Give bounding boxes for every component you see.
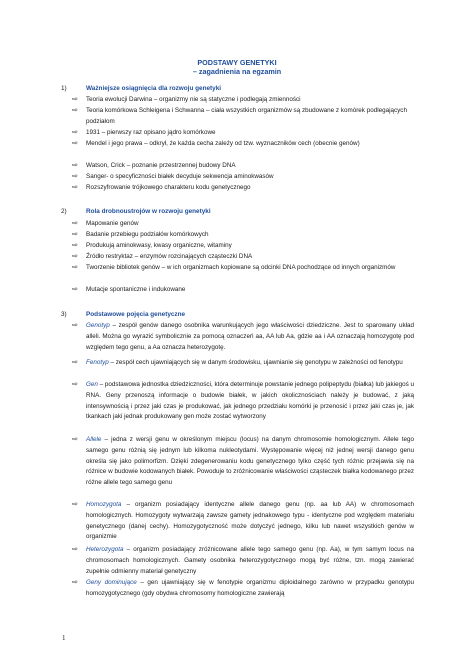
section-number: 2) [61,208,67,215]
arrow-icon: ⇨ [72,264,78,271]
document-title: PODSTAWY GENETYKI [197,58,277,67]
list-item: ⇨ Mendel i jego prawa – odkrył, że każda cecha zależy od tzw. wyznaczników cech (obecnie genów) [72,139,414,150]
arrow-icon: ⇨ [72,129,78,136]
definition-item: ⇨ Gen – podstawowa jednostka dziedziczności, która determinuje powstanie jednego polipeptydu (białka) lub jakiegoś u RNA. Geny przenoszą informacje o budowie białek, w jakich okolicznościach należy je budować, z jaką intensywnością i przez jaki czas je produkować, jak jednego przedziału komórki je przenosić i przez jaki czas je, jak tkankach jaki jednak produkowany gen może zostać wytworzony [72,381,414,421]
list-item: ⇨ Rozszyfrowanie trójkowego charakteru kodu genetycznego [72,183,414,194]
arrow-icon: ⇨ [72,140,78,147]
section-3-heading [61,311,185,318]
definition-item: ⇨ Homozygota – organizm posiadający identyczne allele danego genu (np. aa lub AA) w chromosomach homologicznych. Homozygoty wytwarzają zawsze gamety jednakowego typu - identyczne pod względem materiału genetycznego (danej cechy). Homozygotyczność może dotyczyć jednego, kilku lub nawet wszystkich genów w organizmie [72,501,414,541]
definition-item: ⇨ Genotyp – zespół genów danego osobnika warunkujących jego właściwości dziedziczne. Jest to sparowany układ alleli. Można go wyrazić symbolicznie za pomocą oznaczeń aa, AA lub Aa, gdzie aa i AA oznaczają homozygotę pod względem tego genu, a Aa oznacza heterozygotę. [72,322,414,351]
term: Genotyp [86,322,110,329]
arrow-icon: ⇨ [72,220,78,227]
list-item: ⇨ Badanie przebiegu podziałów komórkowych [72,230,414,241]
definition-item: ⇨ Fenotyp – zespół cech ujawniających się w danym środowisku, ujawnianie się genotypu w zależności od fenotypu [72,358,414,369]
list-item: ⇨ Mutacje spontaniczne i indukowane [72,285,414,296]
arrow-icon: ⇨ [72,107,78,114]
term: Fenotyp [86,359,109,366]
section-number: 1) [61,85,67,92]
list-item: ⇨ Watson, Crick – poznanie przestrzennej budowy DNA [72,161,414,172]
section-title: Rola drobnoustrojów w rozwoju genetyki [86,208,211,215]
term: Geny dominujące [86,579,137,586]
list-item: ⇨ Teoria komórkowa Schleigena i Schwanna – ciała wszystkich organizmów są zbudowane z komórek podlegających podziałom [72,107,407,125]
arrow-icon: ⇨ [72,162,78,169]
arrow-icon: ⇨ [72,96,78,103]
list-item: ⇨ Źródło restryktaz – enzymów rozcinających cząsteczki DNA [72,252,414,263]
arrow-icon: ⇨ [72,546,78,553]
list-item: ⇨ Teoria ewolucji Darwina – organizmy nie są statyczne i podlegają zmienności [72,95,414,106]
arrow-icon: ⇨ [72,242,78,249]
arrow-icon: ⇨ [72,173,78,180]
section-number: 3) [61,311,67,318]
definition-item: ⇨ Heterozygota – organizm posiadający zróżnicowane allele tego samego genu (np. Aa), w tym samym locus na chromosomach homologicznych. Gamety osobnika heterozygotycznego mogą być różne, tzn. mogą zawierać zupełnie odmienny materiał genetyczny [72,546,414,575]
list-item: ⇨ Sanger- o specyficzności białek decyduje sekwencja aminokwasów [72,172,414,183]
arrow-icon: ⇨ [72,436,78,443]
definition-item: ⇨ Geny dominujące – gen ujawniający się w fenotypie organizmu diploidalnego zarówno w przypadku genotypu homozygotycznego (gdy obydwa chromosomy homologiczne zawierają [72,579,414,597]
term: Allele [86,436,102,443]
arrow-icon: ⇨ [72,501,78,508]
section-2-heading [61,208,211,215]
document-subtitle: – zagadnienia na egzamin [192,67,282,76]
list-item: ⇨ Tworzenie bibliotek genów – w ich organizmach kopiowane są odcinki DNA pochodzące od innych organizmów [72,263,414,274]
section-title: Ważniejsze osiągnięcia dla rozwoju genetyki [86,85,222,92]
list-item: ⇨ 1931 – pierwszy raz opisano jądro komórkowe [72,128,414,139]
arrow-icon: ⇨ [72,231,78,238]
list-item: ⇨ Mapowanie genów [72,219,414,230]
arrow-icon: ⇨ [72,322,78,329]
term: Homozygota [86,501,122,508]
arrow-icon: ⇨ [72,579,78,586]
section-1-heading [61,85,221,92]
arrow-icon: ⇨ [72,381,78,388]
list-item: ⇨ Produkują aminokwasy, kwasy organiczne, witaminy [72,241,414,252]
term: Gen [86,381,98,388]
arrow-icon: ⇨ [72,359,78,366]
arrow-icon: ⇨ [72,184,78,191]
page-number: 1 [62,634,66,642]
arrow-icon: ⇨ [72,286,78,293]
section-title: Podstawowe pojęcia genetyczne [86,311,186,318]
term: Heterozygota [86,546,124,553]
definition-item: ⇨ Allele – jedna z wersji genu w określonym miejscu (locus) na danym chromosomie homologicznym. Allele tego samego genu różnią się jednym lub kilkoma nukleotydami. Występowanie więcej niż jednej wersji danego genu określa się jako polimorfizm. Dzięki zdegenerowaniu kodu genetycznego tylko część tych różnic przejawia się na różnice w budowie kodowanych białek. Powoduje to zróżnicowanie właściwości cząsteczek białka kodowanego przez różne allele tego samego genu [72,436,414,487]
arrow-icon: ⇨ [72,253,78,260]
